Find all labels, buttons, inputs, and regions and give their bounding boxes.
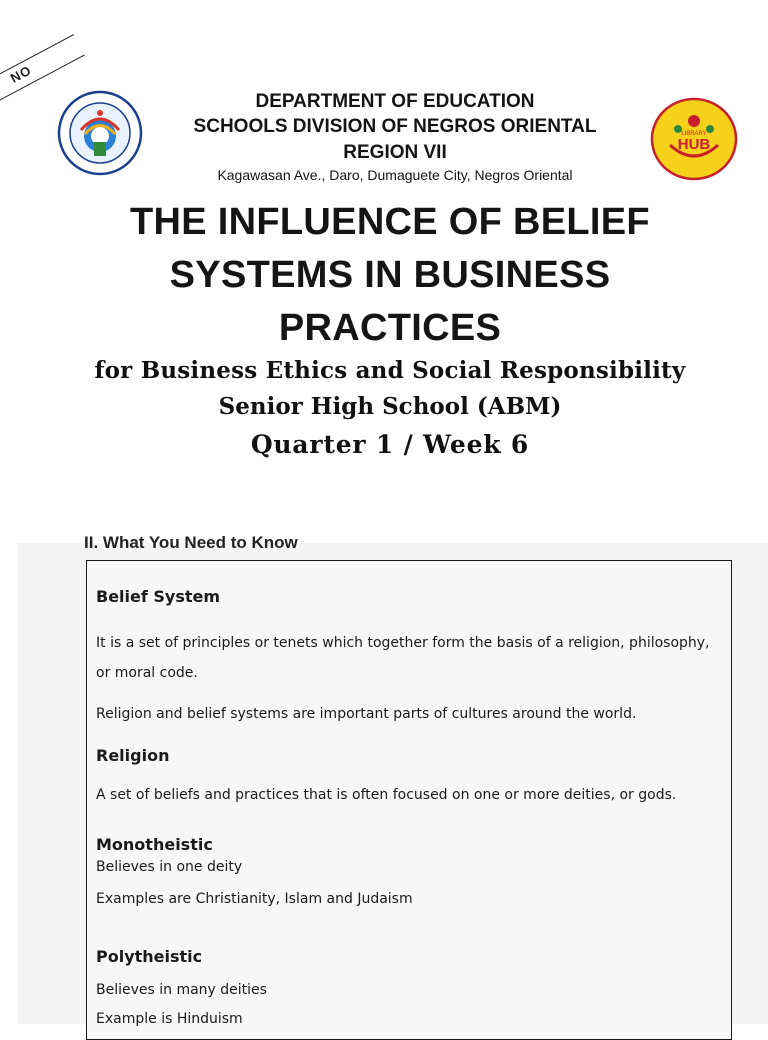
cover-sheet (0, 0, 768, 465)
period-line: Quarter 1 / Week 6 (250, 430, 530, 459)
title-line-2: SYSTEMS IN BUSINESS (169, 254, 611, 296)
polytheistic-meaning: Believes in many deities (96, 982, 267, 998)
title-line-1: THE INFLUENCE OF BELIEF (130, 201, 650, 243)
address: Kagawasan Ave., Daro, Dumaguete City, Negros Oriental (217, 167, 573, 183)
monotheistic-examples: Examples are Christianity, Islam and Judaism (96, 891, 413, 907)
region-name: REGION VII (343, 142, 447, 163)
subtitle (20, 353, 760, 465)
polytheistic-examples: Example is Hinduism (96, 1011, 243, 1027)
religion-heading: Religion (96, 746, 170, 765)
monotheistic-meaning: Believes in one deity (96, 859, 243, 875)
belief-system-heading: Belief System (96, 587, 221, 606)
subject-line: for Business Ethics and Social Responsibility (94, 357, 686, 384)
polytheistic-heading: Polytheistic (96, 947, 203, 966)
lesson-sheet (18, 533, 768, 1027)
lesson-content-box (86, 560, 732, 1040)
division-name: SCHOOLS DIVISION OF NEGROS ORIENTAL (193, 116, 597, 137)
hub-big-text: HUB (677, 136, 711, 153)
monotheistic-heading: Monotheistic (96, 835, 213, 854)
hub-small-text: LIBRARY (681, 131, 707, 137)
section-heading: II. What You Need to Know (84, 533, 298, 552)
level-line: Senior High School (ABM) (218, 393, 562, 420)
religion-definition: A set of beliefs and practices that is often focused on one or more deities, or gods. (96, 787, 677, 803)
document-title (40, 196, 740, 355)
library-hub-logo (650, 97, 738, 181)
belief-system-note: Religion and belief systems are important parts of cultures around the world. (96, 706, 637, 722)
page-gap (0, 465, 768, 543)
deped-seal-logo (57, 90, 143, 176)
corner-stamp: NO (0, 34, 92, 126)
department-name: DEPARTMENT OF EDUCATION (255, 91, 535, 112)
letterhead (140, 90, 650, 184)
title-line-3: PRACTICES (278, 307, 502, 349)
belief-system-definition: It is a set of principles or tenets which together form the basis of a religion, philosophy, or moral code. (96, 635, 710, 681)
